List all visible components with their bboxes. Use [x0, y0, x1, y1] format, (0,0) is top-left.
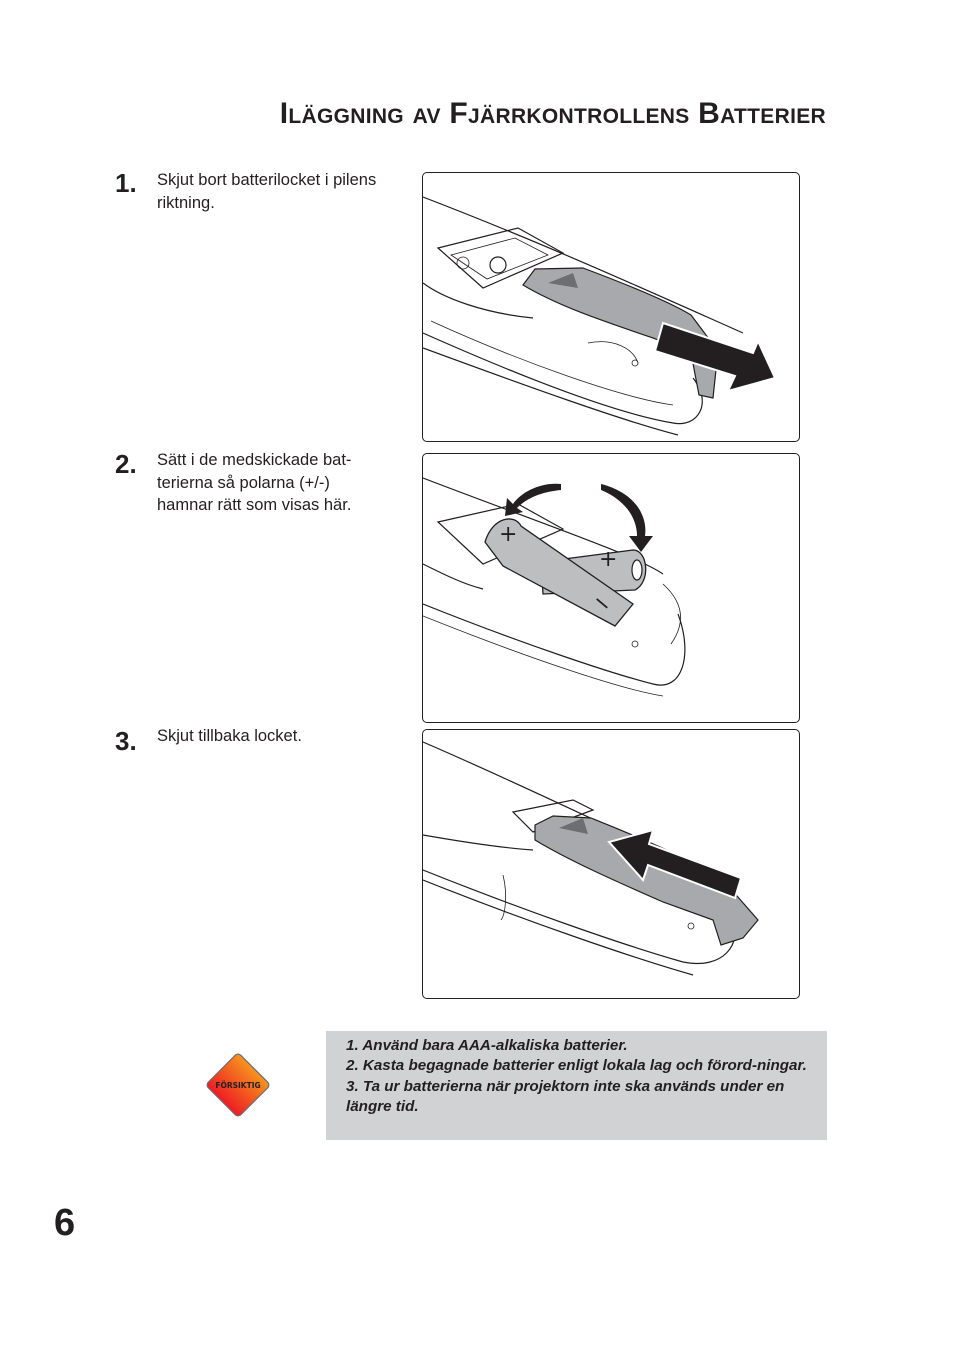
step-1-text: Skjut bort batterilocket i pilens riktning. [157, 171, 377, 212]
step-2-illustration [422, 453, 800, 723]
battery-minus-sign: − [586, 588, 617, 620]
caution-notes-box [326, 1031, 827, 1140]
caution-note-3: 3. Ta ur batterierna när projektorn inte ska används under en längre tid. [346, 1077, 785, 1115]
step-3-illustration [422, 729, 800, 999]
rotate-right-arrow [601, 484, 653, 552]
remote-cover-close-drawing [423, 730, 799, 998]
battery-insertion-drawing [423, 454, 799, 722]
step-1-number: 1. [115, 168, 137, 198]
caution-label: FÖRSIKTIG [215, 1081, 261, 1090]
caution-note-2: 2. Kasta begagnade batterier enligt lokala lag och förord-ningar. [346, 1057, 807, 1075]
caution-note-1: 1. Använd bara AAA-alkaliska batterier. [346, 1037, 628, 1054]
step-1-illustration [422, 172, 800, 442]
step-3-text: Skjut tillbaka locket. [157, 727, 302, 745]
remote-cover-removal-drawing [423, 173, 799, 441]
page-number: 6 [54, 1202, 76, 1244]
battery-plus-sign-1: + [599, 547, 618, 572]
caution-warning-icon [199, 1049, 277, 1123]
rotate-left-arrow [505, 484, 561, 516]
battery-plus-sign-2: + [499, 522, 518, 547]
step-2-text: Sätt i de medskickade bat-terierna så polarna (+/-) hamnar rätt som visas här. [157, 451, 352, 514]
step-2-number: 2. [115, 449, 137, 479]
page-title: Iläggning av Fjärrkontrollens Batterier [279, 97, 826, 130]
step-3-number: 3. [115, 726, 137, 756]
